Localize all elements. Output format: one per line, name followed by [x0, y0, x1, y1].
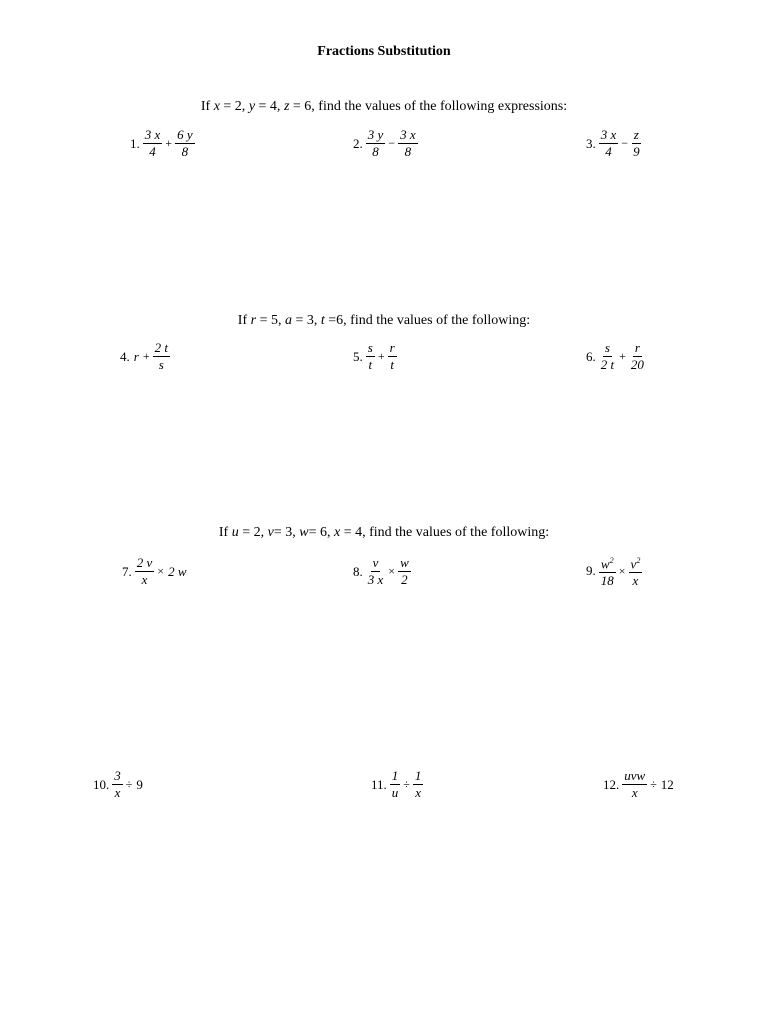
instruction-1: If x = 2, y = 4, z = 6, find the values of the following expressions:: [200, 99, 568, 114]
fraction: $\frac{v^2}{x}$: [629, 553, 643, 589]
fraction: $\frac{\text{uvw}}{x}$: [624, 768, 646, 800]
fraction: $\frac{2 t}{s}$: [154, 340, 168, 372]
fraction: $\frac{w^2}{18}$: [599, 553, 616, 589]
page-title: Fractions Substitution: [317, 44, 451, 59]
question-10: 10. $\frac{3}{x}$ ÷ 9: [93, 768, 143, 800]
fraction: $\frac{6 y}{8}$: [177, 127, 193, 159]
fraction: $\frac{w}{2}$: [400, 555, 409, 587]
fraction: $\frac{2 v}{x}$: [136, 555, 153, 587]
fraction: $\frac{3 x}{8}$: [400, 127, 416, 159]
question-4: 4. r + $\frac{2 t}{s}$: [120, 340, 168, 372]
fraction: $\frac{3 y}{8}$: [367, 127, 384, 159]
question-11: 11. $\frac{1}{u}$ ÷ $\frac{1}{x}$: [371, 768, 422, 800]
question-8: 8. $\frac{v}{3 x}$ × $\frac{w}{2}$: [353, 555, 409, 587]
question-1: 1. $\frac{3 x}{4}$ + $\frac{6 y}{8}$: [130, 127, 193, 159]
fraction: $\frac{1}{x}$: [414, 768, 422, 800]
fraction: $\frac{s}{2 t}$: [600, 340, 615, 372]
question-3: 3. $\frac{3 x}{4}$ − $\frac{z}{9}$: [586, 127, 640, 159]
fraction: $\frac{z}{9}$: [633, 127, 640, 159]
question-7: 7. $\frac{2 v}{x}$ × 2 w: [122, 555, 187, 587]
question-5: 5. $\frac{s}{t}$ + $\frac{r}{t}$: [353, 340, 395, 372]
fraction: $\frac{r}{t}$: [389, 340, 395, 372]
instruction-3: If u = 2, v= 3, w= 6, x = 4, find the values of the following:: [218, 525, 550, 540]
fraction: $\frac{r}{20}$: [630, 340, 644, 372]
instruction-2: If r = 5, a = 3, t =6, find the values of the following:: [237, 313, 531, 328]
fraction: $\frac{3}{x}$: [114, 768, 121, 800]
fraction: $\frac{3 x}{4}$: [600, 127, 617, 159]
question-2: 2. $\frac{3 y}{8}$ − $\frac{3 x}{8}$: [353, 127, 416, 159]
fraction: $\frac{1}{u}$: [391, 768, 399, 800]
fraction: $\frac{s}{t}$: [367, 340, 373, 372]
question-6: 6. $\frac{s}{2 t}$ + $\frac{r}{20}$: [586, 340, 644, 372]
question-12: 12. $\frac{\text{uvw}}{x}$ ÷ 12: [603, 768, 674, 800]
fraction: $\frac{3 x}{4}$: [144, 127, 161, 159]
question-9: 9. $\frac{w^2}{18}$ × $\frac{v^2}{x}$: [586, 553, 643, 589]
fraction: $\frac{v}{3 x}$: [367, 555, 384, 587]
